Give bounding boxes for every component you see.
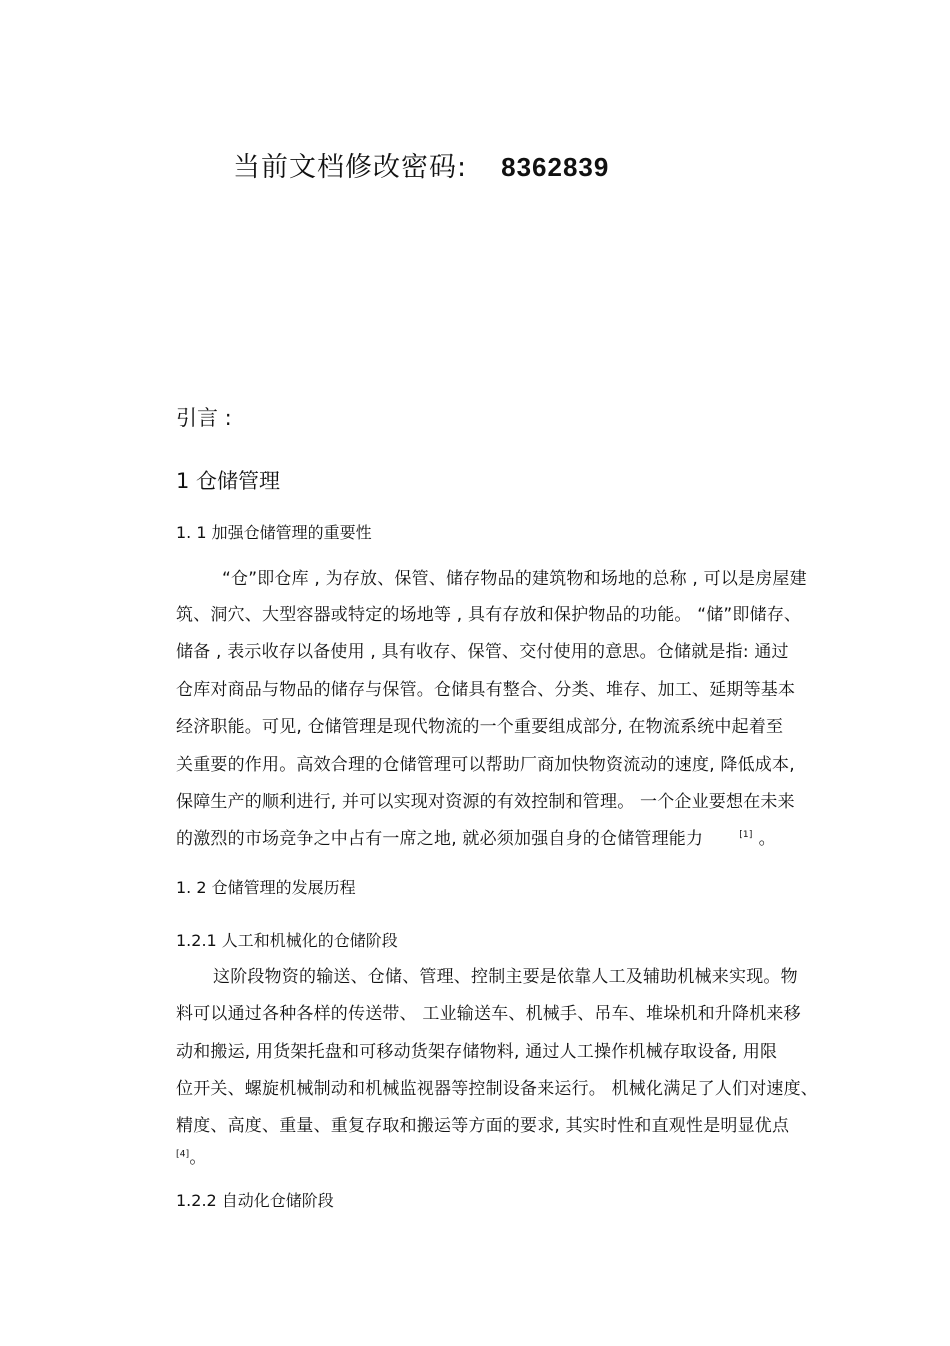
section-1-1-heading: 1. 1 加强仓储管理的重要性	[176, 523, 372, 542]
section-1-2-1-heading: 1.2.1 人工和机械化的仓储阶段	[176, 931, 398, 950]
citation-marker: [1]	[739, 830, 753, 841]
password-code: 8362839	[501, 152, 610, 182]
paragraph-line: 料可以通过各种各样的传送带、 工业输送车、机械手、吊车、堆垛机和升降机来移	[176, 1004, 801, 1024]
section-1-2-2-heading: 1.2.2 自动化仓储阶段	[176, 1191, 334, 1210]
intro-heading: 引言 :	[176, 406, 232, 430]
citation-marker: [4]	[176, 1149, 190, 1160]
password-header	[233, 145, 609, 184]
paragraph-text: 的激烈的市场竞争之中占有一席之地, 就必须加强自身的仓储管理能力	[176, 829, 704, 849]
paragraph-line: 位开关、螺旋机械制动和机械监视器等控制设备来运行。 机械化满足了人们对速度、	[176, 1079, 819, 1099]
section-1-heading: 1 仓储管理	[176, 469, 281, 493]
paragraph-line-last	[176, 1143, 207, 1168]
paragraph-line: 关重要的作用。高效合理的仓储管理可以帮助厂商加快物资流动的速度, 降低成本,	[176, 755, 795, 775]
paragraph-line-last	[176, 824, 776, 849]
sentence-end: 。	[189, 1148, 207, 1168]
paragraph-line: 储备 , 表示收存以备使用 , 具有收存、保管、交付使用的意思。仓储就是指: 通过	[176, 642, 789, 662]
sentence-end: 。	[758, 829, 776, 849]
paragraph-line: “仓”即仓库 , 为存放、保管、储存物品的建筑物和场地的总称 , 可以是房屋建	[222, 569, 807, 589]
password-label: 当前文档修改密码:	[233, 152, 468, 183]
paragraph-line: 这阶段物资的输送、仓储、管理、控制主要是依靠人工及辅助机械来实现。物	[213, 967, 798, 987]
section-1-2-heading: 1. 2 仓储管理的发展历程	[176, 878, 356, 897]
paragraph-line: 仓库对商品与物品的储存与保管。仓储具有整合、分类、堆存、加工、延期等基本	[176, 680, 796, 700]
paragraph-line: 筑、洞穴、大型容器或特定的场地等 , 具有存放和保护物品的功能。 “储”即储存、	[176, 605, 802, 625]
paragraph-line: 保障生产的顺利进行, 并可以实现对资源的有效控制和管理。 一个企业要想在未来	[176, 792, 795, 812]
paragraph-line: 精度、高度、重量、重复存取和搬运等方面的要求, 其实时性和直观性是明显优点	[176, 1116, 790, 1136]
paragraph-line: 经济职能。可见, 仓储管理是现代物流的一个重要组成部分, 在物流系统中起着至	[176, 717, 784, 737]
paragraph-line: 动和搬运, 用货架托盘和可移动货架存储物料, 通过人工操作机械存取设备, 用限	[176, 1042, 778, 1062]
